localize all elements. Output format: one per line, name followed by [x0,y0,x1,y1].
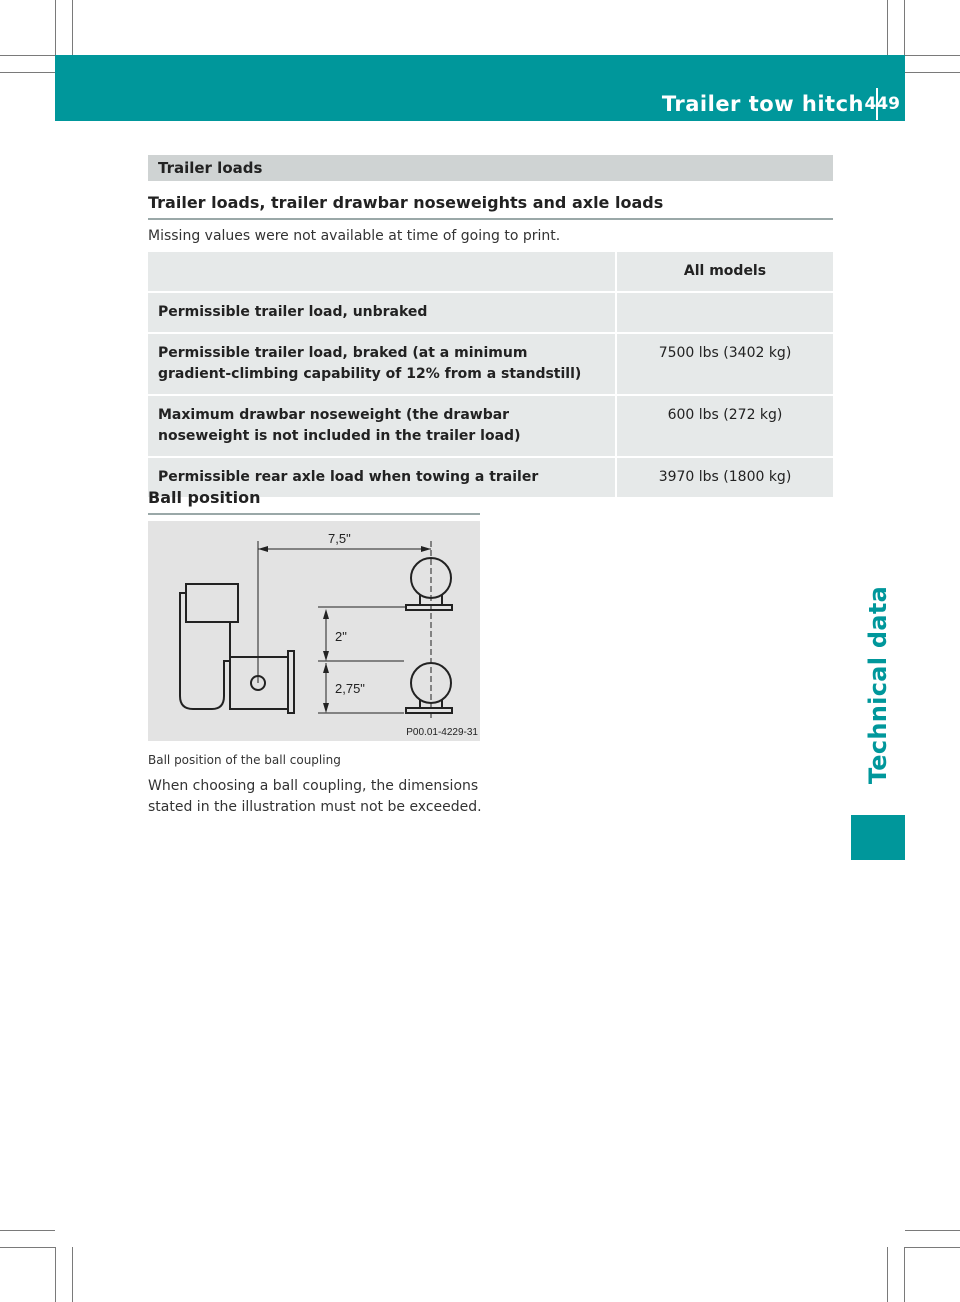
crop-mark [905,1247,960,1248]
section-band [148,155,833,181]
table-header-label [148,252,617,293]
crop-mark [0,55,55,56]
row-value: 600 lbs (272 kg) [617,396,833,458]
dimension-label-low: 2,75" [335,681,365,696]
crop-mark [904,0,905,55]
crop-mark [905,55,960,56]
ball-mount-plate [288,651,294,713]
row-label: Permissible trailer load, unbraked [148,293,617,334]
loads-table [148,252,833,499]
dimension-label-mid: 2" [335,629,347,644]
dimension-label-top: 7,5" [328,531,351,546]
crop-mark [55,0,56,55]
side-tab-marker [851,815,905,860]
row-label: Maximum drawbar noseweight (the drawbar noseweight is not included in the trailer load) [148,396,617,458]
note-text: Missing values were not available at time of going to print. [148,228,561,244]
body-paragraph: When choosing a ball coupling, the dimensions stated in the illustration must not be exceeded. [148,778,482,815]
crop-mark [887,0,888,55]
arrow-head [323,663,329,673]
ball-position-figure [148,521,480,741]
table-header-row [148,252,833,293]
crop-mark [72,1247,73,1302]
row-value: 3970 lbs (1800 kg) [617,458,833,499]
row-label: Permissible trailer load, braked (at a minimum gradient-climbing capability of 12% from a standstill) [148,334,617,396]
crop-mark [887,1247,888,1302]
subheading: Trailer loads, trailer drawbar noseweights and axle loads [148,193,833,220]
crop-mark [55,1247,56,1302]
section-title: Trailer loads [158,159,263,177]
upper-ball-flange [406,605,452,610]
header-title: Trailer tow hitch [662,88,878,120]
crop-mark [905,72,960,73]
side-tab-text: Technical data [864,585,892,785]
row-value [617,293,833,334]
crop-mark [0,72,55,73]
arrow-head [421,546,431,552]
page-number: 449 [864,94,900,114]
arrow-head [323,609,329,619]
row-value: 7500 lbs (3402 kg) [617,334,833,396]
figure-caption: Ball position of the ball coupling [148,753,341,767]
ball-coupling-diagram [148,521,480,741]
crop-mark [905,1230,960,1231]
table-row [148,396,833,458]
ball-mount-block [230,657,288,709]
table-row [148,334,833,396]
side-tab-label [851,560,905,810]
crop-mark [0,1247,55,1248]
crop-mark [904,1247,905,1302]
arrow-head [258,546,268,552]
row-label: Permissible rear axle load when towing a trailer [148,458,617,499]
crop-mark [72,0,73,55]
mount-top-block [186,584,238,622]
table-header-value: All models [617,252,833,293]
table-row [148,293,833,334]
crop-mark [0,1230,55,1231]
figure-reference-code: P00.01-4229-31 [406,727,478,738]
lower-ball-flange [406,708,452,713]
arrow-head [323,703,329,713]
arrow-head [323,651,329,661]
ball-position-heading: Ball position [148,488,480,515]
